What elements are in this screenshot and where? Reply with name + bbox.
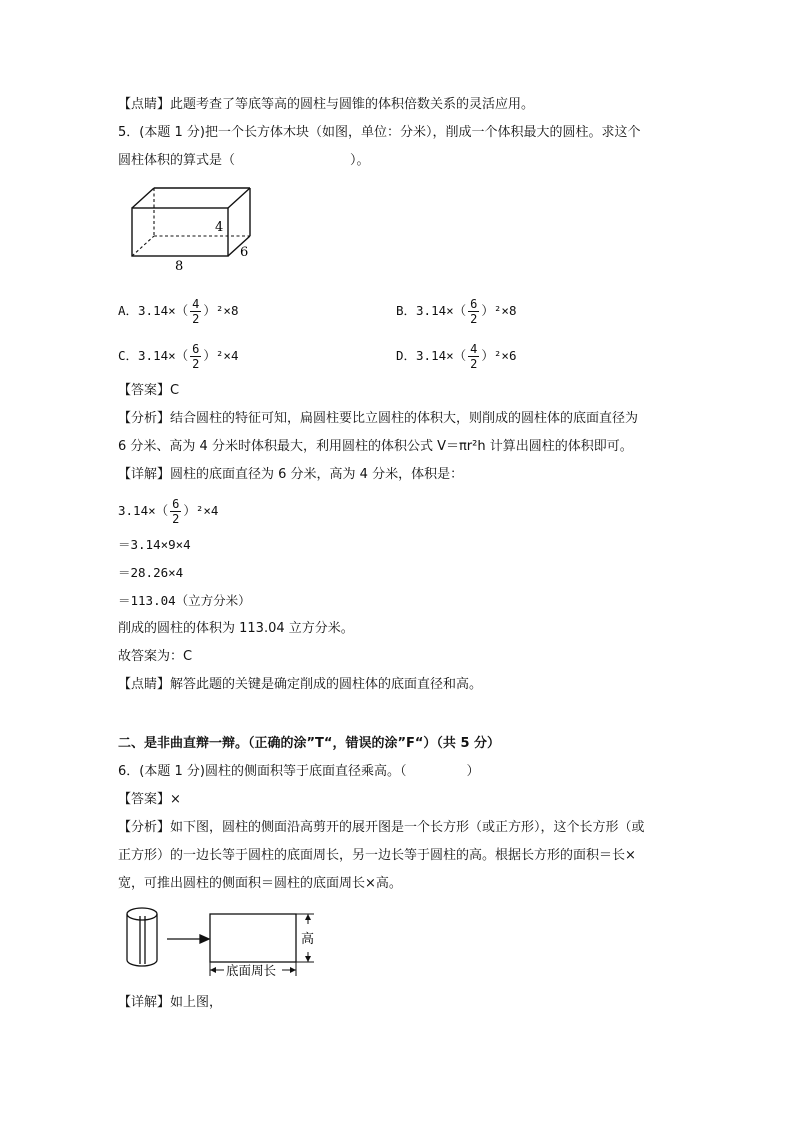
q5-stem-line-2 [118,152,370,170]
fraction-denominator: 2 [192,357,200,371]
q5-calc-line-3: ＝28.26×4 [118,565,184,580]
cuboid-length-label: 8 [175,259,184,274]
q6-stem [118,763,479,781]
q6-stem-suffix: ） [466,764,480,779]
height-label: 高 [301,932,315,947]
option-b[interactable] [396,297,516,326]
fraction-numerator: 4 [192,297,200,311]
cuboid-hidden-edge [132,236,154,256]
q5-analysis-line-2: 6 分米、高为 4 分米时体积最大，利用圆柱的体积公式 V＝πr²h 计算出圆柱的体积即可。 [118,439,633,454]
option-a-fraction [190,297,201,326]
calc-fraction [170,497,181,526]
cuboid-edge [132,188,154,208]
option-a[interactable] [118,297,238,326]
cuboid-width-label: 6 [240,245,249,260]
q5-stem-line-1: 5．(本题 1 分)把一个长方体木块（如图，单位：分米），削成一个体积最大的圆柱。求这个 [118,125,641,140]
q6-stem-prefix: 6．(本题 1 分)圆柱的侧面积等于底面直径乘高。（ [118,764,407,779]
base-circumference-label: 底面周长 [226,963,277,978]
fraction-denominator: 2 [192,312,200,326]
q5-answer: 【答案】C [118,383,180,398]
fraction-denominator: 2 [470,357,478,371]
option-c-fraction [190,342,201,371]
calc-label: 3.14×（ [118,503,169,518]
fraction-denominator: 2 [172,512,180,526]
cylinder-top [127,908,157,920]
q5-stem-prefix: 圆柱体积的算式是（ [118,153,236,168]
q5-calc-line-2: ＝3.14×9×4 [118,537,191,552]
q6-detail: 【详解】如上图， [118,995,223,1010]
fraction-denominator: 2 [470,312,478,326]
option-c-label: C．3.14×（ [118,348,189,363]
fraction-numerator: 6 [192,342,200,356]
cuboid-front-face [132,208,228,256]
cylinder-body [127,914,157,966]
q5-conclusion: 削成的圆柱的体积为 113.04 立方分米。 [118,621,354,636]
fraction-numerator: 4 [470,342,478,356]
q5-stem-suffix: ）。 [350,153,370,168]
q5-final-answer: 故答案为：C [118,649,193,664]
dianjing-line-1: 【点睛】此题考查了等底等高的圆柱与圆锥的体积倍数关系的灵活应用。 [118,97,535,112]
option-d-label: D．3.14×（ [396,348,467,363]
q5-analysis-line-1: 【分析】结合圆柱的特征可知，扁圆柱要比立圆柱的体积大，则削成的圆柱体的底面直径为 [118,411,639,426]
q6-analysis-line-2: 正方形）的一边长等于圆柱的底面周长，另一边长等于圆柱的高。根据长方形的面积＝长× [118,848,636,863]
option-b-tail: ）²×8 [481,303,517,318]
cuboid-height-label: 4 [215,220,224,235]
cylinder-unfold-figure [120,902,340,982]
option-a-label: A．3.14×（ [118,303,189,318]
q5-detail: 【详解】圆柱的底面直径为 6 分米，高为 4 分米，体积是： [118,467,464,482]
option-b-fraction [468,297,479,326]
fraction-numerator: 6 [470,297,478,311]
q5-dianjing: 【点睛】解答此题的关键是确定削成的圆柱体的底面直径和高。 [118,677,483,692]
q5-calc-line-4: ＝113.04（立方分米） [118,593,251,608]
option-d-fraction [468,342,479,371]
option-a-tail: ）²×8 [203,303,239,318]
cuboid-figure [126,184,256,274]
option-c-tail: ）²×4 [203,348,239,363]
option-b-label: B．3.14×（ [396,303,467,318]
option-d[interactable] [396,342,516,371]
arrow-icon [200,935,209,943]
calc-tail: ）²×4 [183,503,219,518]
cuboid-edge [228,188,250,208]
q6-analysis-line-1: 【分析】如下图，圆柱的侧面沿高剪开的展开图是一个长方形（或正方形），这个长方形（或 [118,820,645,835]
section-2-title: 二、是非曲直辩一辩。（正确的涂”T“，错误的涂”F“）（共 5 分） [118,736,501,751]
q6-analysis-line-3: 宽，可推出圆柱的侧面积＝圆柱的底面周长×高。 [118,876,402,891]
option-c[interactable] [118,342,238,371]
unfolded-rectangle [210,914,296,962]
option-d-tail: ）²×6 [481,348,517,363]
q6-answer: 【答案】× [118,792,181,807]
q5-calc-line-1 [118,497,218,526]
fraction-numerator: 6 [172,497,180,511]
